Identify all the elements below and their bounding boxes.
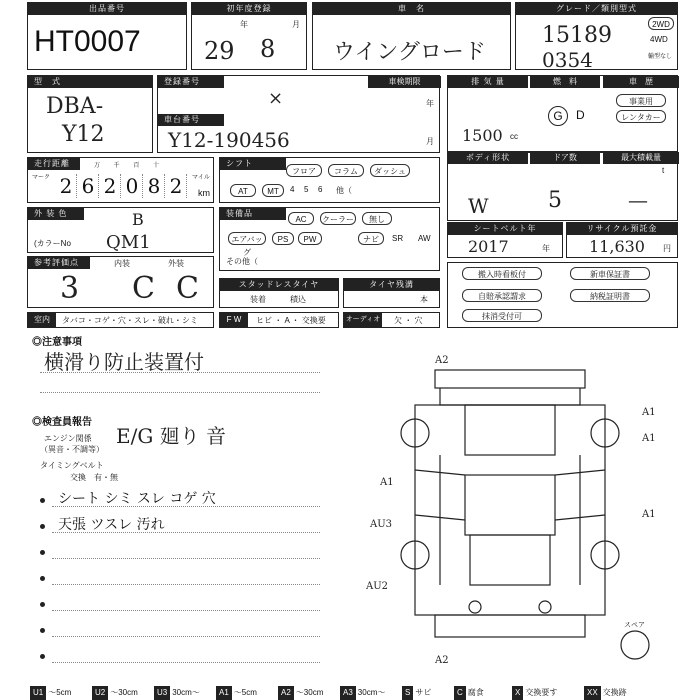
- bullet-line: [52, 610, 320, 611]
- lot-number: HT0007: [34, 25, 141, 58]
- model-name: ウイングロード: [333, 40, 486, 65]
- body-type-label: ボディ形状: [448, 152, 528, 164]
- bullet-dot: [40, 628, 45, 633]
- car-diagram: [366, 345, 680, 675]
- displacement-value: 1500: [462, 126, 503, 145]
- model-box: [312, 2, 511, 70]
- bullet-dot: [40, 576, 45, 581]
- lot-box: [27, 2, 187, 70]
- chassis-label: 車台番号: [158, 114, 224, 126]
- bullet-text: シート シミ スレ コゲ 穴: [58, 491, 216, 507]
- shift-box: [219, 157, 440, 203]
- seatbelt-label: シートベルト年: [448, 223, 562, 235]
- mark-a2-rear: A2: [435, 655, 449, 666]
- color-value: B: [132, 210, 144, 229]
- mileage-digit: 2: [56, 174, 77, 198]
- color-label: 外 装 色: [28, 208, 84, 220]
- interior-strip: [27, 312, 214, 328]
- mileage-unit-km: km: [198, 188, 210, 198]
- fw-strip-label: F W: [220, 313, 248, 327]
- seatbelt-year: 2017: [468, 237, 509, 256]
- interior-strip-label: 室内: [28, 313, 56, 327]
- mark-a1-rf2: A1: [642, 433, 656, 444]
- legend-item: U2 ～30cm: [92, 686, 138, 700]
- timing-label: タイミングベルト: [40, 461, 104, 470]
- shift-column: コラム: [328, 164, 364, 177]
- mileage-marker-label: マーク: [32, 175, 51, 181]
- equip-ac: AC: [288, 212, 314, 225]
- mileage-digit: 2: [100, 174, 121, 198]
- type-line2: Y12: [62, 122, 105, 147]
- mark-a1-rm: A1: [642, 509, 656, 520]
- recycle-amount: 11,630: [589, 237, 645, 256]
- engine-text: E/G 廻り 音: [116, 424, 227, 448]
- equipment-label: 装備品: [220, 208, 286, 220]
- reg-box: [157, 75, 440, 153]
- bullet-dot: [40, 498, 45, 503]
- interior-label: 内装: [114, 259, 130, 268]
- doc-warranty: 新車保証書: [570, 267, 650, 280]
- exterior-label: 外装: [168, 259, 184, 268]
- equip-ps: PS: [272, 232, 294, 245]
- legend-item: X 交換要す: [512, 686, 557, 700]
- bullet-dot: [40, 602, 45, 607]
- equip-aw: AW: [418, 234, 431, 243]
- drive-4wd: 4WD: [650, 35, 668, 44]
- first-reg-label: 初年度登録: [192, 3, 306, 15]
- mark-a1-rf: A1: [642, 407, 656, 418]
- legend-item: S サビ: [402, 686, 431, 700]
- spec-box: [447, 75, 678, 153]
- grade-label: グレード／類別型式: [516, 3, 677, 15]
- equipment-box: [219, 207, 440, 271]
- mileage-digit: 2: [166, 174, 187, 198]
- shift-at: AT: [230, 184, 256, 197]
- studless-mounted: 装着: [250, 295, 266, 304]
- equip-sr: SR: [392, 234, 404, 243]
- tire-unit: 本: [420, 295, 428, 304]
- legend-item: A1 ～5cm: [216, 686, 257, 700]
- notes-label: ◎注意事項: [32, 337, 82, 348]
- recycle-unit: 円: [663, 244, 671, 253]
- first-reg-box: [191, 2, 307, 70]
- score-exterior: C: [176, 271, 199, 306]
- inspection-year-label: 年: [426, 99, 434, 108]
- legend-item: XX 交換跡: [584, 686, 627, 700]
- studless-box: [219, 278, 339, 308]
- equip-navi: ナビ: [358, 232, 384, 245]
- docs-box: [447, 262, 678, 328]
- inspection-month-label: 月: [426, 137, 434, 146]
- seatbelt-box: [447, 222, 563, 258]
- equip-cooler: クーラー: [320, 212, 356, 225]
- legend-item: A2 ～30cm: [278, 686, 323, 700]
- equip-pw: PW: [298, 232, 322, 245]
- audio-strip-text: 欠 ・ 穴: [394, 316, 423, 325]
- recycle-box: [566, 222, 678, 258]
- capacity-unit: t: [662, 166, 665, 175]
- timing-sub: 交換 有・無: [70, 473, 118, 482]
- shift-floor: フロア: [286, 164, 322, 177]
- legend-item: A3 30cm～: [340, 686, 385, 700]
- mileage-label: 走行距離: [28, 158, 80, 170]
- tire-box: [343, 278, 440, 308]
- drive-2wd: 2WD: [648, 17, 674, 30]
- doc-sign: 搬入時看板付: [462, 267, 542, 280]
- fuel-diesel: D: [576, 108, 585, 122]
- equip-airbag: エアバッグ: [228, 232, 266, 245]
- mark-au2: AU2: [366, 581, 389, 592]
- capacity-value: —: [628, 188, 648, 212]
- reg-label: 登録番号: [158, 76, 224, 88]
- fw-strip: [219, 312, 339, 328]
- studless-loaded: 積込: [290, 295, 306, 304]
- mileage-digit: 6: [78, 174, 99, 198]
- bullet-text: 天張 ツスレ 汚れ: [58, 517, 165, 533]
- notes-text: 横滑り防止装置付: [44, 350, 204, 374]
- grade-value: 15189: [542, 23, 612, 48]
- doc-tax: 納税証明書: [570, 289, 650, 302]
- legend-item: U3 30cm～: [154, 686, 200, 700]
- bullet-dot: [40, 654, 45, 659]
- mark-a2-front: A2: [435, 355, 449, 366]
- displacement-label: 排 気 量: [448, 76, 528, 88]
- doors-value: 5: [548, 188, 562, 213]
- mileage-units-note: 万 千 百 十: [94, 163, 166, 169]
- grade-box: [515, 2, 678, 70]
- bullet-dot: [40, 524, 45, 529]
- mark-au3: AU3: [370, 519, 393, 530]
- color-box: [27, 207, 214, 253]
- grade-note: 輸型なし: [648, 54, 673, 60]
- score-interior: C: [132, 271, 155, 306]
- mileage-box: [27, 157, 214, 203]
- tire-label: タイヤ残溝: [344, 279, 439, 291]
- doors-label: ドア数: [530, 152, 600, 164]
- color-no-value: QM1: [106, 232, 151, 253]
- history-label: 車 歴: [603, 76, 679, 88]
- bullet-line: [52, 558, 320, 559]
- seatbelt-unit: 年: [542, 244, 550, 253]
- studless-label: スタッドレスタイヤ: [220, 279, 338, 291]
- type-line1: DBA-: [46, 94, 104, 119]
- history-commercial: 事業用: [616, 94, 666, 107]
- shift-5: 5: [304, 185, 309, 194]
- color-no-label: (カラーNo: [34, 239, 71, 248]
- score-box: [27, 256, 214, 308]
- month-label: 月: [292, 20, 300, 29]
- mark-a1-lm: A1: [380, 477, 394, 488]
- doc-insurance: 自賠承認謂求: [462, 289, 542, 302]
- model-label: 車 名: [313, 3, 510, 15]
- bullet-line: [52, 584, 320, 585]
- engine-sub: （異音・不調等）: [40, 445, 104, 454]
- interior-strip-text: タバコ・コゲ・穴・スレ・破れ・シミ: [62, 316, 198, 325]
- body-box: [447, 151, 678, 221]
- displacement-unit: cc: [510, 132, 518, 141]
- body-type-value: W: [468, 194, 489, 218]
- type-box: [27, 75, 153, 153]
- mileage-unit-mile: マイル: [192, 175, 210, 181]
- capacity-label: 最大積載量: [603, 152, 679, 164]
- inspection-label: 車検期限: [368, 76, 441, 88]
- class-value: 0354: [542, 48, 593, 72]
- spare-label: スペア: [624, 621, 645, 629]
- shift-mt: MT: [262, 184, 284, 197]
- shift-4: 4: [290, 185, 295, 194]
- fw-strip-text: ヒビ ・ A ・ 交換要: [256, 316, 326, 325]
- equip-other: その他（: [226, 257, 258, 266]
- audio-strip: [343, 312, 440, 328]
- engine-label: エンジン関係: [44, 434, 92, 443]
- legend-item: U1 ～5cm: [30, 686, 71, 700]
- score-total: 3: [60, 271, 80, 306]
- legend-item: C 腐食: [454, 686, 484, 700]
- equip-none: 無し: [362, 212, 392, 225]
- score-label: 参考評価点: [28, 257, 90, 269]
- mileage-digit: 0: [122, 174, 143, 198]
- type-label: 型 式: [28, 76, 152, 88]
- history-rental: レンタカー: [616, 110, 666, 123]
- first-reg-month: 8: [260, 35, 276, 63]
- shift-6: 6: [318, 185, 323, 194]
- fuel-gasoline: G: [548, 106, 568, 126]
- year-label: 年: [240, 20, 248, 29]
- audio-strip-label: オーディオ: [344, 313, 382, 327]
- lot-label: 出品番号: [28, 3, 186, 15]
- recycle-label: リサイクル預託金: [567, 223, 677, 235]
- bullet-dot: [40, 550, 45, 555]
- mileage-digit: 8: [144, 174, 165, 198]
- bullet-line: [52, 662, 320, 663]
- shift-dash: ダッシュ: [370, 164, 410, 177]
- damage-legend: [0, 686, 700, 700]
- bullet-line: [52, 636, 320, 637]
- shift-label: シフト: [220, 158, 286, 170]
- chassis-number: Y12-190456: [168, 128, 290, 152]
- fuel-label: 燃 料: [530, 76, 600, 88]
- inspector-label: ◎検査員報告: [32, 417, 92, 428]
- reg-mark: ×: [268, 88, 284, 109]
- first-reg-year: 29: [204, 37, 235, 65]
- doc-cancel: 抹消受付可: [462, 309, 542, 322]
- shift-other: 他（: [336, 186, 352, 195]
